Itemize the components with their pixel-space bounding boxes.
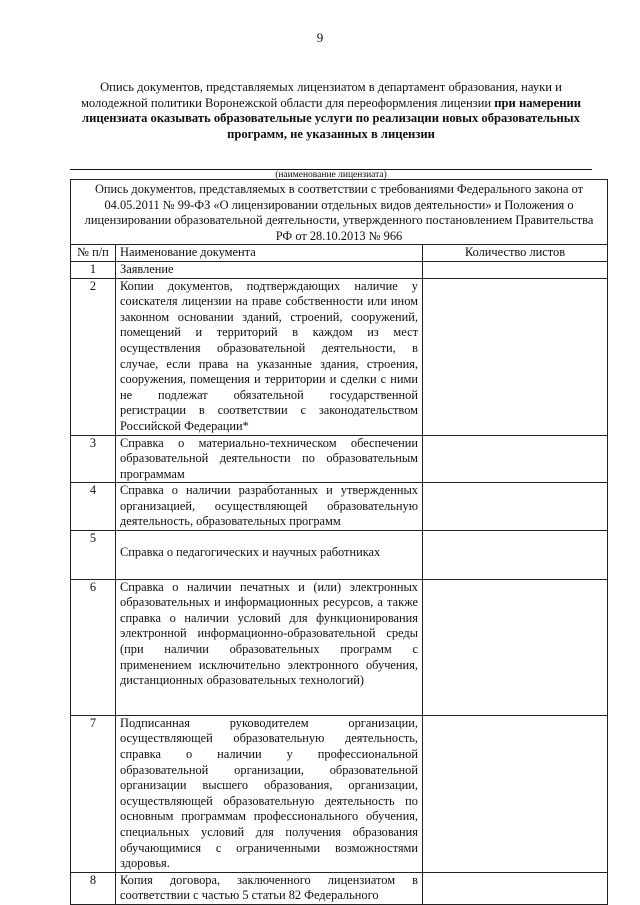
table-intro-row <box>71 180 608 245</box>
table-row <box>71 435 608 483</box>
row-document: Копия договора, заключенного лицензиатом в соответствии с частью 5 статьи 82 Федерального <box>116 872 423 904</box>
row-sheets-cell[interactable] <box>423 261 608 278</box>
row-number: 7 <box>71 715 116 872</box>
licensee-name-caption: (наименование лицензиата) <box>275 170 387 180</box>
row-document: Заявление <box>116 261 423 278</box>
column-header-document: Наименование документа <box>116 245 423 262</box>
row-sheets-cell[interactable] <box>423 483 608 531</box>
column-header-number: № п/п <box>71 245 116 262</box>
table-row <box>71 715 608 872</box>
row-document-text: Справка о наличии печатных и (или) электронных образовательных и информационных ресурсов, а также справка о наличии условий для функционирования электронной информационно-образовательной среды (при наличии образовательных программ с применением исключительно электронного обучения, дистанционных образовательных технологий) <box>120 579 418 688</box>
document-heading <box>70 80 592 142</box>
row-number: 5 <box>71 531 116 580</box>
row-document: Копии документов, подтверждающих наличие у соискателя лицензии на праве собственности или ином законном основании зданий, строений, сооружений, помещений и территорий в каждом из мест осуществления образовательной деятельности, в случае, если права на указанные здания, строения, сооружения, помещения и территории и сделки с ними не подлежат обязательной государственной регистрации в соответствии с законодательством Российской Федерации* <box>116 278 423 435</box>
row-document-text: Справка о педагогических и научных работниках <box>120 545 381 560</box>
table-row <box>71 278 608 435</box>
row-document <box>116 579 423 715</box>
row-document: Справка о наличии разработанных и утвержденных организацией, осуществляющей образовательную деятельность, образовательных программ <box>116 483 423 531</box>
documents-inventory-table <box>70 179 608 905</box>
row-number: 6 <box>71 579 116 715</box>
row-number: 1 <box>71 261 116 278</box>
row-document: Справка о материально-техническом обеспечении образовательной деятельности по образовательным программам <box>116 435 423 483</box>
row-number: 4 <box>71 483 116 531</box>
table-row <box>71 579 608 715</box>
table-row <box>71 483 608 531</box>
table-row <box>71 531 608 580</box>
row-number: 8 <box>71 872 116 904</box>
table-intro: Опись документов, представляемых в соответствии с требованиями Федерального закона от 04.05.2011 № 99-ФЗ «О лицензировании отдельных видов деятельности» и Положения о лицензировании образовательной деятельности, утвержденного постановлением Правительства РФ от 28.10.2013 № 966 <box>71 180 608 245</box>
row-document <box>116 531 423 580</box>
page-number: 9 <box>316 30 324 45</box>
table-row <box>71 872 608 904</box>
table-header-row <box>71 245 608 262</box>
row-document: Подписанная руководителем организации, осуществляющей образовательную деятельность, справка о наличии у профессиональной образовательной организации, образовательной организации высшего образования, организации, осуществляющей образовательную деятельность по основным программам профессионального обучения, специальных условий для получения образования обучающимися с ограниченными возможностями здоровья. <box>116 715 423 872</box>
row-number: 3 <box>71 435 116 483</box>
row-sheets-cell[interactable] <box>423 872 608 904</box>
row-sheets-cell[interactable] <box>423 531 608 580</box>
row-sheets-cell[interactable] <box>423 579 608 715</box>
row-number: 2 <box>71 278 116 435</box>
row-sheets-cell[interactable] <box>423 278 608 435</box>
heading-text: Опись документов, представляемых лицензиатом в департамент образования, науки и молодежной политики Воронежской области для переоформления лицензии <box>80 80 562 110</box>
column-header-sheets: Количество листов <box>423 245 608 262</box>
table-row <box>71 261 608 278</box>
row-sheets-cell[interactable] <box>423 435 608 483</box>
row-sheets-cell[interactable] <box>423 715 608 872</box>
heading-bold-text: при намерении лицензиата оказывать образовательные услуги по реализации новых образовательных программ, не указанных в лицензии <box>82 95 582 141</box>
